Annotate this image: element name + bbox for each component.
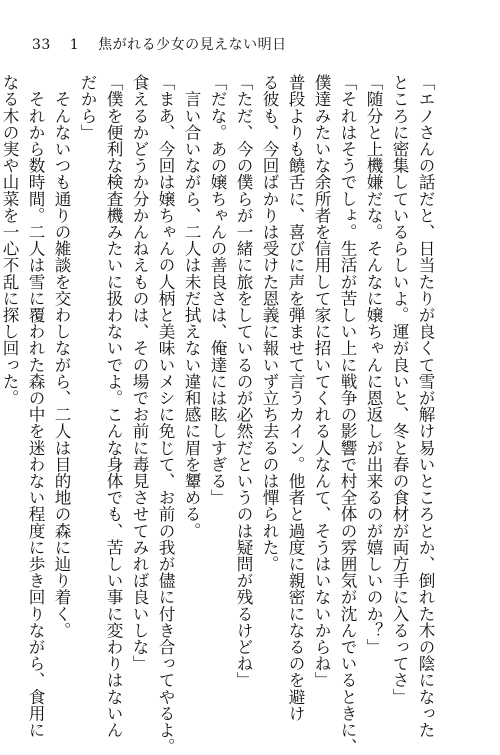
- text-line: なる木の実や山菜を一心不乱に探し回った。: [0, 74, 19, 406]
- text-line: ところに密集しているらしいよ。運が良いと、冬と春の食材が両方手に入るってさ」: [390, 74, 409, 705]
- text-line: る彼も、今回ばかりは受けた恩義に報いず立ち去るのは憚られた。: [260, 74, 279, 572]
- text-line: 「まあ、今回は嬢ちゃんの人柄と美味いメシに免じて、お前の我が儘に付き合ってやるよ。: [156, 74, 175, 755]
- text-line: 食えるかどうか分かんねえものは、その場でお前に毒見させてみれば良いしな」: [130, 74, 149, 672]
- page-number: 33: [32, 37, 51, 53]
- chapter-title: 焦がれる少女の見えない明日: [98, 37, 287, 53]
- text-line: 「僕を便利な検査機みたいに扱わないでよ。こんな身体でも、苦しい事に変わりはないん: [104, 74, 123, 738]
- text-line: 「それはそうでしょ。生活が苦しい上に戦争の影響で村全体の雰囲気が沈んでいるときに、: [338, 74, 357, 755]
- text-line: 「エノさんの話だと、日当たりが良くて雪が解け易いところとか、倒れた木の陰になった: [416, 74, 435, 738]
- text-line: 「随分と上機嫌だな。そんなに嬢ちゃんに恩返しが出来るのが嬉しいのか？」: [364, 74, 383, 655]
- text-line: だから」: [78, 74, 97, 141]
- body-text: [0, 74, 438, 755]
- running-header: [32, 34, 301, 54]
- text-line: 「だな。あの嬢ちゃんの善良さは、俺達には眩しすぎる」: [208, 74, 227, 506]
- text-line: 普段よりも饒舌に、喜びに声を弾ませて言うカイン。他者と過度に親密になるのを避け: [286, 74, 305, 722]
- text-line: 「ただ、今の僕らが一緒に旅をしているのが必然だというのは疑問が残るけどね」: [234, 74, 253, 689]
- text-line: それから数時間。二人は雪に覆われた森の中を迷わない程度に歩き回りながら、食用に: [26, 74, 45, 738]
- text-line: 僕達みたいな余所者を信用して家に招いてくれる人なんて、そうはいないからね」: [312, 74, 331, 689]
- text-line: そんないつも通りの雑談を交わしながら、二人は目的地の森に辿り着く。: [52, 74, 71, 639]
- text-line: 言い合いながら、二人は未だ拭えない違和感に眉を顰める。: [182, 74, 201, 539]
- chapter-number: 1: [69, 37, 80, 53]
